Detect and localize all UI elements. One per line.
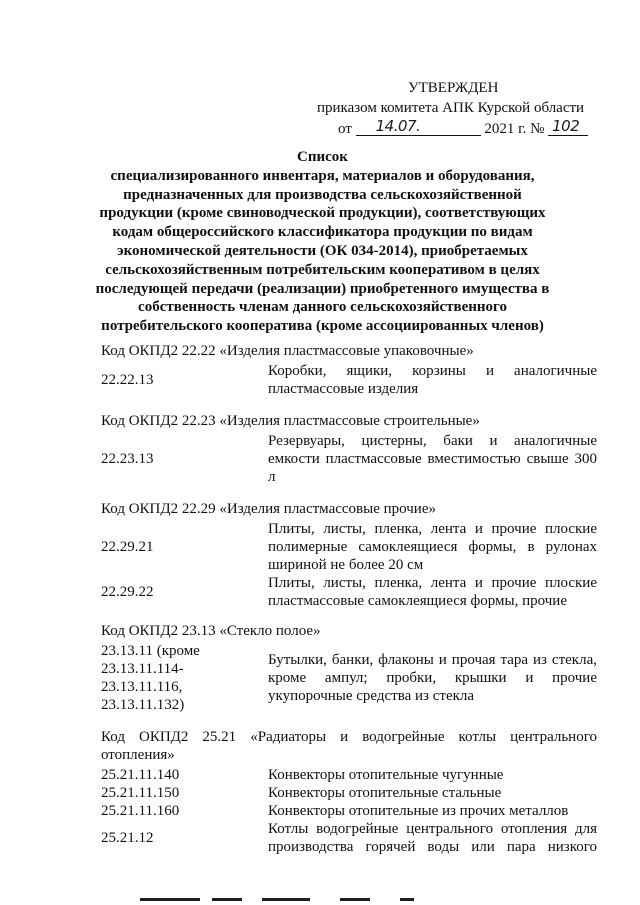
approval-number-field [548,118,588,136]
list-item [101,520,597,574]
item-code: 22.22.13 [101,372,154,388]
approval-order: приказом комитета АПК Курской области [317,100,585,116]
item-code: 23.13.11 (кроме 23.13.11.114- 23.13.11.116, 23.13.11.132) [101,643,200,713]
group-header: Код ОКПД2 22.22 «Изделия пластмассовые упаковочные» [101,343,474,359]
list-item [101,820,597,856]
item-code: 22.29.22 [101,584,154,600]
approval-date-field [356,118,481,136]
item-code: 25.21.12 [101,830,154,846]
document-subtitle: специализированного инвентаря, материалов и оборудования, предназначенных для производства сельскохозяйственной продукции (кроме свиноводческой продукции), соответствующих кодам общероссийского классификатора продукции по видам экономической деятельности (ОК 034-2014), приобретаемых сельскохозяйственным потребительским кооперативом в целях последующей передачи (реализации) приобретенного имущества в собственность членам данного сельскохозяйственного потребительского кооператива (кроме ассоциированных членов) [95,167,550,335]
approval-date-line [300,118,600,139]
approval-number-handwritten: 102 [552,117,580,135]
item-description: Конвекторы отопительные из прочих металлов [268,803,569,819]
approval-title: УТВЕРЖДЕН [408,80,499,96]
item-description: Резервуары, цистерны, баки и аналогичные емкости пластмассовые вместимостью свыше 300 л [268,433,597,485]
group-header: Код ОКПД2 22.23 «Изделия пластмассовые строительные» [101,413,480,429]
document-heading [90,148,555,336]
list-item [101,432,597,486]
item-description: Котлы водогрейные центрального отопления для производства горячей воды или пара низкого [268,821,597,855]
item-description: Бутылки, банки, флаконы и прочая тара из стекла, кроме ампул; пробки, крышки и прочие укупорочные средства из стекла [268,652,597,704]
group-header: Код ОКПД2 22.29 «Изделия пластмассовые прочие» [101,501,436,517]
approval-year: 2021 г. № [484,121,545,137]
item-description: Конвекторы отопительные чугунные [268,767,504,783]
cut-off-text-fragment [340,898,370,901]
okpd-group-25-21 [101,728,597,856]
list-item [101,802,597,820]
list-item [101,642,597,714]
group-header: Код ОКПД2 25.21 «Радиаторы и водогрейные котлы центрального отопления» [101,729,597,763]
item-description: Конвекторы отопительные стальные [268,785,502,801]
cut-off-text-fragment [212,898,242,901]
cut-off-text-fragment [262,898,310,901]
item-code: 22.29.21 [101,539,154,555]
item-code: 25.21.11.160 [101,803,180,819]
item-code: 25.21.11.150 [101,785,180,801]
list-item [101,362,597,398]
list-item [101,784,597,802]
cut-off-text-fragment [140,898,200,901]
document-title: Список [297,149,348,165]
item-code: 22.23.13 [101,451,154,467]
approval-from: от [338,121,352,137]
okpd-group-22-23 [101,412,597,486]
approval-date-handwritten: 14.07. [375,117,421,135]
list-item [101,766,597,784]
approval-block [300,78,600,139]
list-item [101,574,597,610]
item-description: Плиты, листы, пленка, лента и прочие плоские пластмассовые самоклеящиеся формы, прочие [268,575,597,609]
cut-off-text-fragment [400,898,414,901]
okpd-group-22-22 [101,342,597,398]
item-description: Коробки, ящики, корзины и аналогичные пластмассовые изделия [268,363,597,397]
group-header: Код ОКПД2 23.13 «Стекло полое» [101,623,321,639]
item-description: Плиты, листы, пленка, лента и прочие плоские полимерные самоклеящиеся формы, в рулонах шириной не более 20 см [268,521,597,573]
okpd-group-23-13 [101,622,597,714]
item-code: 25.21.11.140 [101,767,180,783]
okpd-group-22-29 [101,500,597,610]
